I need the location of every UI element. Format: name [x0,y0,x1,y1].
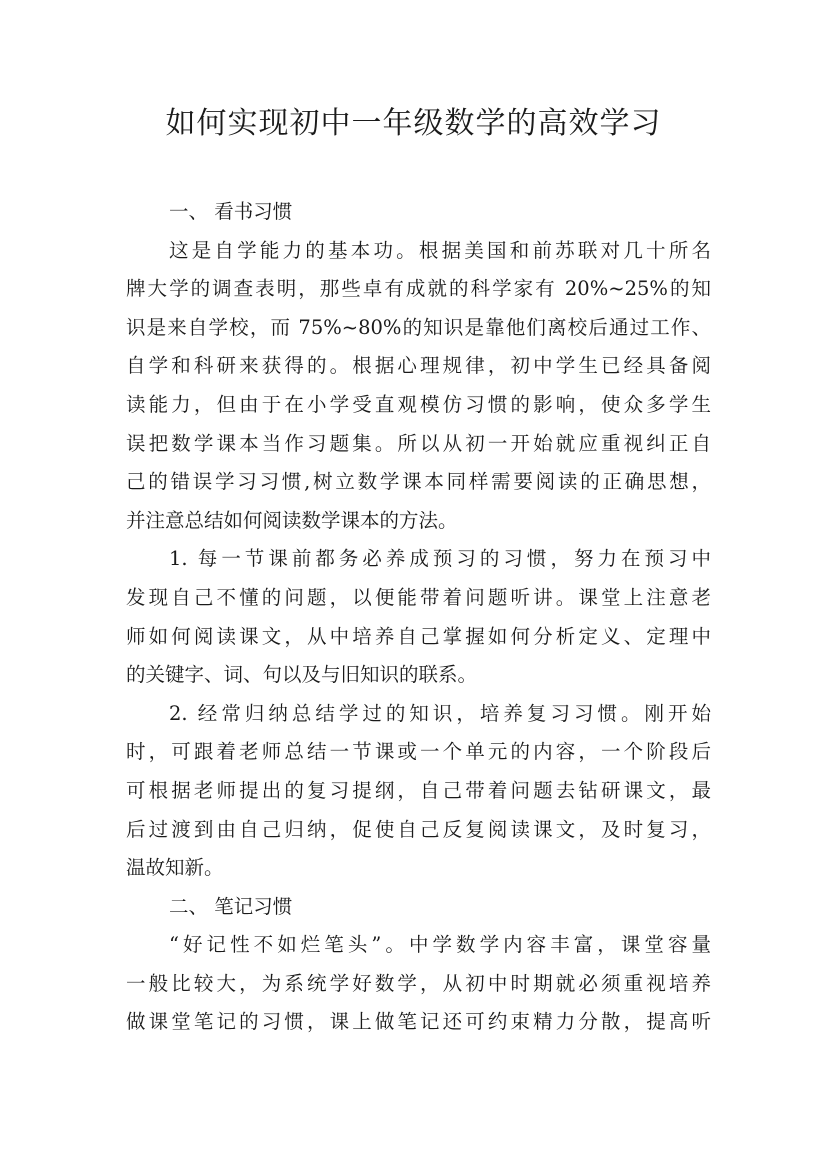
text-line: 2. 经常归纳总结学过的知识，培养复习习惯。刚开始 [169,701,711,725]
text-line: 1. 每一节课前都务必养成预习的习惯，努力在预习中 [169,547,711,571]
text-line: 并注意总结如何阅读数学课本的方法。 [126,508,458,532]
text-line: 温故知新。 [126,856,224,880]
text-line: 误把数学课本当作习题集。所以从初一开始就应重视纠正自 [126,431,711,455]
text-line: 发现自己不懂的问题，以便能带着问题听讲。课堂上注意老 [126,585,711,609]
text-line: 识是来自学校，而 75%~80%的知识是靠他们离校后通过工作、 [126,315,711,339]
text-line: 读能力，但由于在小学受直观模仿习惯的影响，使众多学生 [126,392,711,416]
text-line: 师如何阅读课文，从中培养自己掌握如何分析定义、定理中 [126,624,711,648]
text-line: “好记性不如烂笔头”。中学数学内容丰富，课堂容量 [169,933,711,957]
document-body [126,193,711,1042]
text-line: 可根据老师提出的复习提纲，自己带着问题去钻研课文，最 [126,778,711,802]
text-line: 一般比较大，为系统学好数学，从初中时期就必须重视培养 [126,971,711,995]
text-line: 后过渡到由自己归纳，促使自己反复阅读课文，及时复习， [126,817,711,841]
text-line: 牌大学的调查表明，那些卓有成就的科学家有 20%~25%的知 [126,277,711,301]
text-line: 一、 看书习惯 [169,200,293,223]
text-line: 的关键字、词、句以及与旧知识的联系。 [126,663,478,687]
text-line: 做课堂笔记的习惯，课上做笔记还可约束精力分散，提高听 [126,1010,711,1034]
text-line: 时，可跟着老师总结一节课或一个单元的内容，一个阶段后 [126,740,711,764]
text-line: 自学和科研来获得的。根据心理规律，初中学生已经具备阅 [126,354,711,378]
text-line: 二、 笔记习惯 [169,894,293,918]
text-line: 这是自学能力的基本功。根据美国和前苏联对几十所名 [169,238,711,262]
document-title: 如何实现初中一年级数学的高效学习 [165,106,662,141]
text-line: 己的错误学习习惯,树立数学课本同样需要阅读的正确思想， [126,470,711,494]
